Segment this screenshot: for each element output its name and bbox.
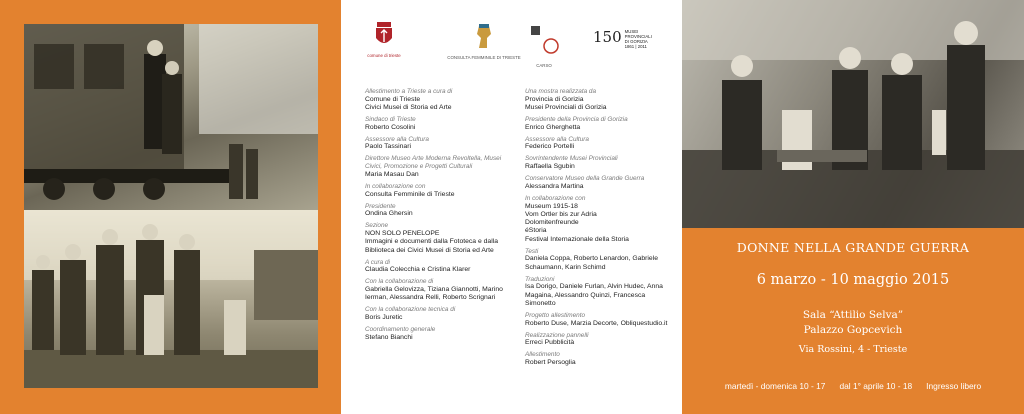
- credit-value: Gabriella Gelovizza, Tiziana Giannotti, Marino Ierman, Alessandra Relli, Roberto Scrignari: [365, 285, 503, 302]
- exhibition-title: DONNE NELLA GRANDE GUERRA: [736, 240, 970, 255]
- credit-role: Allestimento: [525, 351, 560, 359]
- carso-label: CARSO: [536, 63, 552, 68]
- credit-entry: [525, 276, 675, 309]
- credit-value: Raffaella Sgubin: [525, 163, 575, 171]
- credit-role: Assessore alla Cultura: [525, 135, 589, 143]
- credit-value: NON SOLO PENELOPE Immagini e documenti dalla Fototeca e dalla Biblioteca dei Civici Musei di Storia ed Arte: [365, 230, 498, 254]
- credit-role: Traduzioni: [525, 275, 555, 283]
- credit-role: Realizzazione pannelli: [525, 331, 589, 339]
- credit-value: Roberto Cosolini: [365, 123, 416, 131]
- credit-value: Provincia di Gorizia Musei Provinciali di Gorizia: [525, 95, 607, 112]
- credit-role: Testi: [525, 247, 539, 255]
- credit-entry: [365, 155, 515, 179]
- credit-entry: [365, 278, 515, 302]
- logo-strip: [341, 0, 682, 80]
- musei-150-number: 150: [593, 28, 622, 46]
- credit-value: Ondina Ghersin: [365, 210, 413, 218]
- credit-value: Consulta Femminile di Trieste: [365, 190, 455, 198]
- credit-value: Comune di Trieste Civici Musei di Storia ed Arte: [365, 95, 452, 112]
- credit-value: Daniela Coppa, Roberto Lenardon, Gabriele Schaumann, Karin Schimd: [525, 255, 659, 271]
- credit-entry: [525, 248, 675, 272]
- credit-entry: [525, 312, 675, 328]
- exhibition-address: Via Rossini, 4 - Trieste: [798, 344, 908, 355]
- credit-entry: [365, 306, 515, 322]
- credit-role: Allestimento a Trieste a cura di: [365, 88, 453, 95]
- credit-role: Coordinamento generale: [365, 325, 436, 333]
- credit-role: Una mostra realizzata da: [525, 88, 597, 95]
- left-panel: [0, 0, 341, 414]
- credit-entry: [525, 116, 675, 132]
- musei-label-2: PROVINCIALI: [624, 34, 652, 39]
- carso-logo: [527, 24, 561, 68]
- credit-entry: [525, 88, 675, 112]
- exhibition-venue: [682, 308, 1024, 338]
- trieste-coat-of-arms-icon: [375, 22, 393, 48]
- credit-value: Claudia Colecchia e Cristina Klarer: [365, 266, 471, 274]
- venue-line-2: Palazzo Gopcevich: [803, 324, 903, 336]
- credit-value: Enrico Gherghetta: [525, 123, 581, 131]
- venue-line-1: Sala “Attilio Selva”: [802, 309, 904, 321]
- credit-role: Sovrintendente Musei Provinciali: [525, 155, 618, 163]
- comune-label: comune di trieste: [367, 53, 401, 58]
- credit-entry: [525, 175, 675, 191]
- nefertiti-bust-icon: [473, 24, 495, 50]
- credit-entry: [525, 351, 675, 367]
- credit-entry: [525, 136, 675, 152]
- photo-group-women-children: [24, 210, 318, 388]
- credit-value: Erreci Pubblicità: [525, 339, 575, 347]
- musei-provinciali-logo: [593, 28, 663, 49]
- consulta-femminile-logo: [439, 24, 529, 60]
- hours-weekdays: martedì - domenica 10 - 17: [724, 381, 826, 391]
- carso-emblem-icon: [529, 24, 559, 58]
- credit-value: Roberto Duse, Marzia Decorte, Obliquestudio.it: [525, 319, 668, 327]
- credit-role: Sezione: [365, 222, 389, 230]
- credit-entry: [365, 222, 515, 255]
- credit-entry: [365, 183, 515, 199]
- credit-entry: [525, 195, 675, 244]
- credit-role: Presidente della Provincia di Gorizia: [525, 115, 628, 123]
- credit-role: Con la collaborazione tecnica di: [365, 306, 456, 314]
- credit-role: Direttore Museo Arte Moderna Revoltella, Musei Civici, Promozione e Progetti Culturali: [365, 155, 502, 171]
- credit-value: Maria Masau Dan: [365, 170, 419, 178]
- musei-label-1: MUSEI: [624, 29, 639, 34]
- credit-role: Sindaco di Trieste: [365, 115, 416, 123]
- credit-role: Con la collaborazione di: [365, 278, 434, 286]
- credit-value: Paolo Tassinari: [365, 143, 411, 151]
- credit-role: In collaborazione con: [365, 182, 426, 190]
- credit-value: Boris Juretic: [365, 313, 403, 321]
- photo-train-women: [24, 24, 318, 210]
- credits-panel: [341, 0, 682, 414]
- credit-role: In collaborazione con: [525, 194, 586, 202]
- credit-value: Robert Persoglia: [525, 359, 576, 367]
- credit-entry: [365, 326, 515, 342]
- comune-di-trieste-logo: [359, 22, 409, 58]
- credits-right-column: [525, 88, 675, 371]
- credit-entry: [365, 116, 515, 132]
- photo-factory-women: [682, 0, 1024, 228]
- credit-role: Progetto allestimento: [525, 311, 586, 319]
- credit-role: Conservatore Museo della Grande Guerra: [525, 175, 645, 183]
- hours-april: dal 1° aprile 10 - 18: [839, 381, 913, 391]
- musei-years: 1861 | 2011: [624, 44, 647, 49]
- credit-value: Alessandra Martina: [525, 182, 584, 190]
- credit-role: A cura di: [365, 258, 390, 266]
- credit-entry: [365, 203, 515, 219]
- credit-role: Presidente: [365, 202, 396, 210]
- credit-value: Museum 1915-18 Vom Ortler bis zur Adria Dolomitenfreunde éStoria Festival Internazionale della Storia: [525, 202, 629, 243]
- exhibition-dates: 6 marzo - 10 maggio 2015: [756, 272, 950, 288]
- credit-value: Isa Dorigo, Daniele Furlan, Alvin Hudec, Anna Magaina, Alessandro Quinzi, Francesca Simonetto: [525, 283, 663, 307]
- credit-entry: [365, 136, 515, 152]
- credit-entry: [525, 155, 675, 171]
- credit-entry: [525, 332, 675, 348]
- credit-value: Federico Portelli: [525, 143, 575, 151]
- credits-left-column: [365, 88, 515, 346]
- credit-value: Stefano Bianchi: [365, 333, 413, 341]
- entry-info: Ingresso libero: [926, 381, 982, 391]
- credit-entry: [365, 88, 515, 112]
- musei-label-3: DI GORIZIA: [624, 39, 648, 44]
- credit-role: Assessore alla Cultura: [365, 135, 429, 143]
- opening-hours: [682, 381, 1024, 391]
- consulta-label: CONSULTA FEMMINILE DI TRIESTE: [447, 55, 521, 60]
- credit-entry: [365, 259, 515, 275]
- exhibition-panel: [682, 0, 1024, 414]
